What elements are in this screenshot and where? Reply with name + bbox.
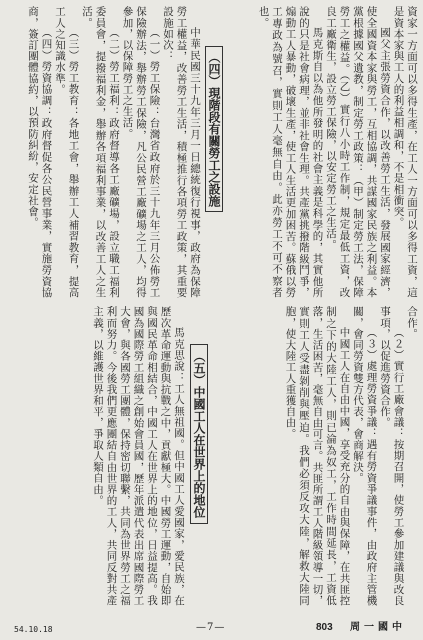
list-item: （２）實行工廠會議：按期召開，使勞工參加建議與改良事項，以促進勞資合作。 [379, 306, 405, 606]
list-item: （三）勞工教育：各地工會，舉辦工人補習教育，提高工人之知識水準。 [54, 6, 80, 298]
page-number: —7— [196, 622, 226, 633]
paragraph: 中華民國三十九年三月一日總統復行視事，政府為保障勞工權益，改善勞工生活，積極推行各項勞工政策，其重要設施如次： [162, 6, 201, 298]
issue-number: 803 [316, 622, 333, 633]
section-heading-4: （四）現階段有關勞工之設施 [205, 46, 223, 212]
bottom-right-text-block [215, 306, 418, 606]
list-item: （一）勞工保險：台灣省政府於三十九年三月公佈勞工保險辦法，舉辦勞工保險，凡公民營工廠礦場之工人，均得參加，以保障勞工之生活。 [121, 6, 161, 298]
bottom-left-text-block [5, 306, 185, 606]
publication-name: 中國一周 [350, 622, 406, 633]
paragraph: 資家一方面可以多得生產，在工人一方面可以多得工資，這是資本家與工人的利益相調和，不是相衝突。 [392, 6, 418, 298]
list-item: （３）處理勞資爭議：遇有勞資爭議事件，由政府主管機關，會同勞資雙方代表，會商解決。 [352, 306, 378, 606]
top-right-text-block [226, 6, 418, 298]
top-left-text-block [5, 6, 201, 298]
date-stamp: 54.10.18 [14, 625, 53, 634]
list-item: （四）勞資協調：政府督促各公民營事業，實施勞資協商，簽訂團體協約，以預防糾紛，安定社會。 [27, 6, 53, 298]
paragraph: 中國工人在自由中國，享受充分的自由與保障，在共匪控制之下的大陸工人，則已淪為奴工，工作時間延長，工資低落，生活困苦，毫無自由可言。共匪所謂工人階級領導一切，實則工人受盡剝削與壓迫。我們必須反攻大陸，解救大陸同胞，使大陸工人重獲自由。 [284, 306, 351, 606]
paragraph: 合作。 [406, 306, 418, 340]
section-heading-5: （五）中國工人在世界上的地位 [190, 344, 208, 524]
paragraph: 馬克思說：工人無祖國。但中國工人愛國家，愛民族，在歷次革命運動與抗戰之中，貢獻極大。中國勞工運動，自始即與國民革命相結合，中國工人在世界上的地位，日益提高。我國為國際勞工組織之創始會員國，歷年派遣代表出席國際勞工大會，與各國勞工團體，保持密切聯繫，共同為世界勞工之福利而努力。今後我們更應團結自由世界的工人，共同反對共產主義，以維護世界和平，爭取人類自由。 [92, 306, 185, 606]
list-item: （二）勞工福利：政府督導各工廠礦場，設立職工福利委員會，提撥福利金，舉辦各項福利事業，以改善工人之生活。 [81, 6, 120, 298]
paragraph: 馬克斯自以為他所發明的社會主義是科學的，其實他所說的只是社會病理，並非社會生理。共產黨挑撥階級鬥爭，煽動工人暴動，破壞生產，使工人生活更加困苦。蘇俄以勞工專政為號召，實則工人毫無自由。此亦勞工不可不察者也。 [257, 6, 324, 298]
paragraph: 國父主張勞資合作，以改善勞工生活，發展國家經濟，使全國資本家與勞工，互相協調，共謀國家民族之利益。本黨根據國父遺教，制定勞工政策：（甲）制定勞工法，保障勞工之權益。（乙）實行八小時工作制，規定最低工資，改良工廠衛生，設立勞工保險，以安定勞工之生活。 [325, 6, 391, 298]
